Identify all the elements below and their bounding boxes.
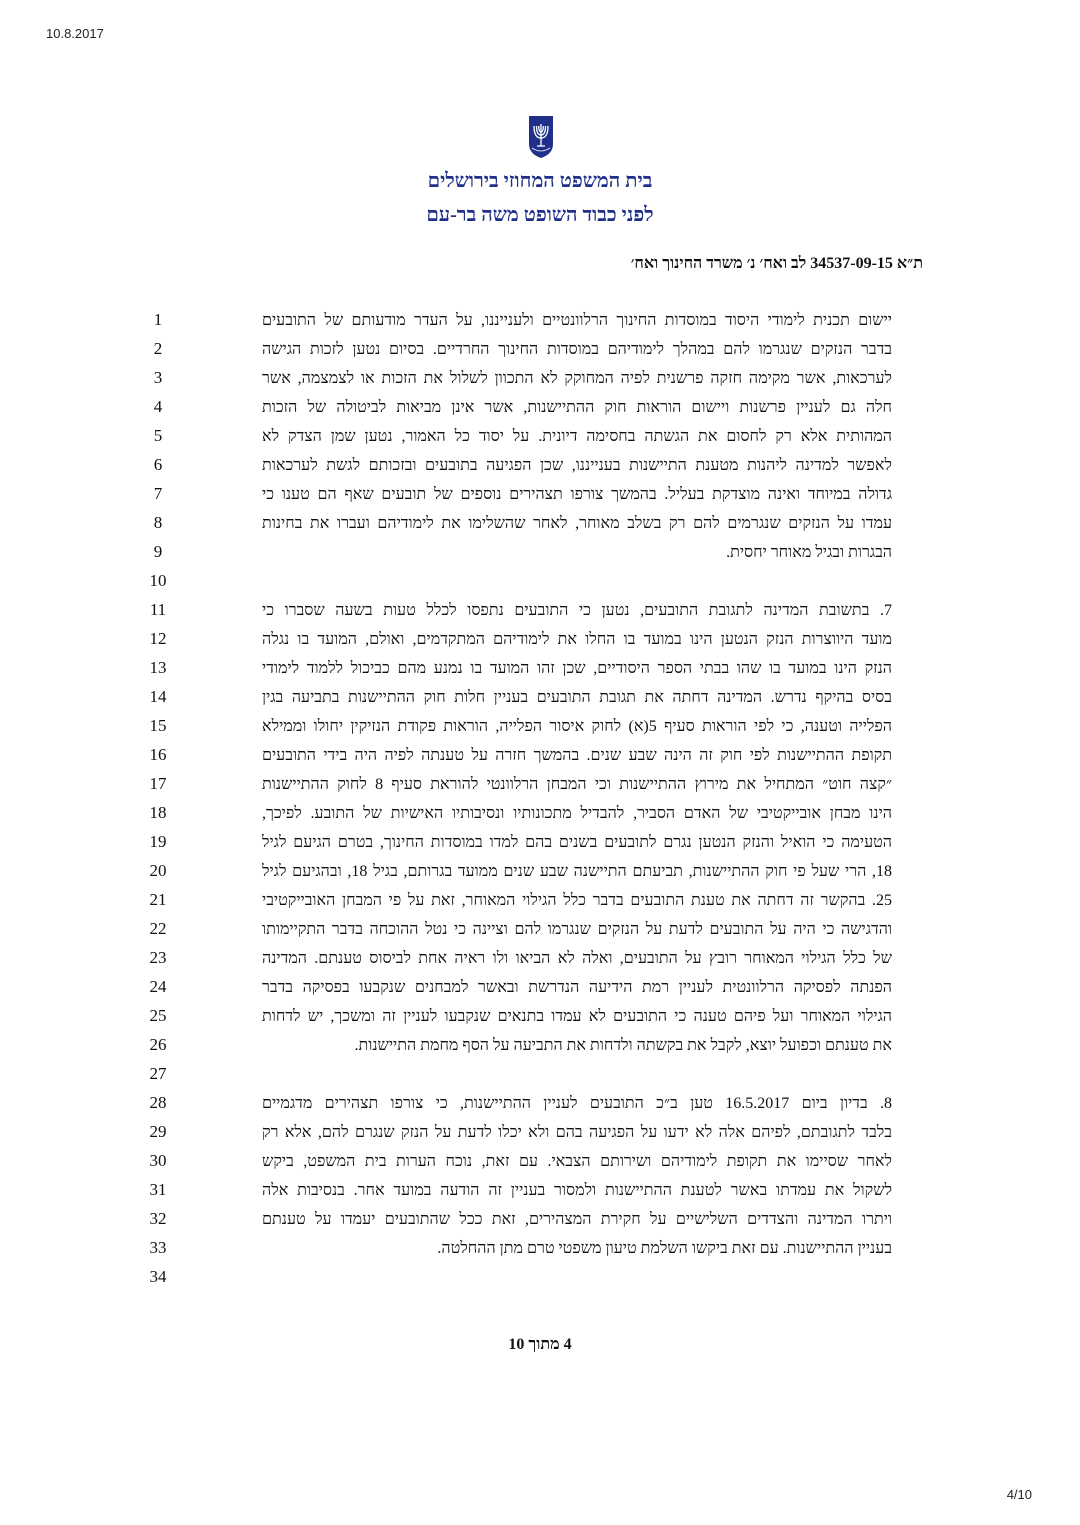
line-number: 21 [149, 890, 167, 909]
line-number: 3 [153, 368, 163, 387]
line-number: 16 [149, 745, 167, 764]
print-date: 10.8.2017 [46, 26, 104, 41]
line-number: 30 [149, 1151, 167, 1170]
text-line: הבגרות ובגיל מאוחר יחסית. [726, 544, 892, 561]
line-number: 8 [153, 513, 163, 532]
text-line: מועד היווצרות הנזק הנטען הינו במועד בו החלו את לימודיהם המתקדמים, ואולם, המועד בו נגלה [262, 631, 892, 648]
text-line: הטעימה כי הואיל והנזק הנטען נגרם לתובעים בשנים בהם למדו במוסדות החינוך, בטרם הגיעם לגיל [262, 834, 892, 851]
case-title: ת״א 34537-09-15 לב ואח׳ נ׳ משרד החינוך ואח׳ [630, 255, 923, 272]
text-line: ויתרו המדינה והצדדים השלישיים על חקירת המצהירים, זאת ככל שהתובעים יעמדו על טענתם [262, 1211, 892, 1228]
line-number: 5 [153, 426, 163, 445]
text-line: הגילוי המאוחר ועל פיהם טענה כי התובעים לא עמדו בתנאים שנקבעו לעניין זה ומשכך, יש לדחות [262, 1008, 892, 1025]
paragraph-8-start: 8. בדיון ביום 16.5.2017 טען ב״כ התובעים לעניין ההתיישנות, כי צורפו תצהירים מדגמיים [262, 1095, 892, 1112]
text-line: בדבר הנזקים שנגרמו להם במהלך לימודיהם במוסדות החינוך החרדיים. בסיום נטען לזכות הגישה [262, 341, 892, 358]
line-number: 33 [149, 1238, 167, 1257]
judge-name: לפני כבוד השופט משה בר-עם [426, 204, 654, 226]
line-number: 18 [149, 803, 167, 822]
text-line: בעניין ההתיישנות. עם זאת ביקשו השלמת טיעון משפטי טרם מתן ההחלטה. [437, 1240, 892, 1257]
text-line: יישום תכנית לימודי היסוד במוסדות החינוך הרלוונטיים ולענייננו, על העדר מודעותם של התובעים [262, 312, 892, 329]
line-number: 4 [153, 397, 163, 416]
line-number: 34 [149, 1267, 167, 1286]
text-line: והדגישה כי היה על התובעים לדעת על הנזקים שנגרמו להם וציינה כי נטל ההוכחה בדבר התקיימותו [262, 921, 892, 938]
line-number: 29 [149, 1122, 167, 1141]
line-number: 31 [149, 1180, 167, 1199]
line-number: 9 [153, 542, 163, 561]
text-line: תקופת ההתיישנות לפי חוק זה הינה שבע שנים. בהמשך חזרה על טענתה לפיה היה בידי התובעים [262, 747, 892, 764]
line-number: 11 [149, 600, 167, 619]
line-number: 12 [149, 629, 167, 648]
text-line: המהותית אלא רק לחסום את הגשתה בחסימה דיונית. על יסוד כל האמור, נטען שמן הצדק לא [262, 428, 892, 445]
text-line: חלה גם לעניין פרשנות ויישום הוראות חוק ההתיישנות, אשר אינן מביאות לביטולה של הזכות [262, 399, 892, 416]
line-number: 2 [153, 339, 163, 358]
text-line: הפלייה וטענה, כי לפי הוראות סעיף 5(א) לחוק איסור הפלייה, הוראות פקודת הנזיקין יחולו וממילא [262, 718, 892, 735]
line-number: 32 [149, 1209, 167, 1228]
line-number: 19 [149, 832, 167, 851]
line-number: 17 [149, 774, 167, 793]
text-line: לאחר שסיימו את תקופת לימודיהם ושירותם הצבאי. עם זאת, נוכח הערות בית המשפט, ביקש [262, 1153, 892, 1170]
line-number: 22 [149, 919, 167, 938]
state-emblem-icon [526, 114, 556, 160]
line-number: 7 [153, 484, 163, 503]
line-number: 6 [153, 455, 163, 474]
text-line: בלבד לתגובתם, לפיהם אלה לא ידעו על הפגיעה בהם ולא יכלו לדעת על הנזק שנגרם להם, אלא רק [262, 1124, 892, 1141]
court-name: בית המשפט המחוזי בירושלים [427, 170, 653, 192]
line-number: 26 [149, 1035, 167, 1054]
text-line: 25. בהקשר זה דחתה את טענת התובעים בדבר כלל הגילוי המאוחר, זאת על פי המבחן האובייקטיבי [262, 892, 892, 909]
line-number: 10 [149, 571, 167, 590]
line-number: 15 [149, 716, 167, 735]
line-number: 24 [149, 977, 167, 996]
text-line: ״קצה חוט״ המתחיל את מירוץ ההתיישנות וכי המבחן הרלוונטי להוראת סעיף 8 לחוק ההתיישנות [262, 776, 892, 793]
line-number: 23 [149, 948, 167, 967]
line-number: 1 [153, 310, 163, 329]
text-line: לאפשר למדינה ליהנות מטענת התיישנות בענייננו, שכן הפגיעה בתובעים ובזכותם לגשת לערכאות [262, 457, 892, 474]
text-line: את טענתם וכפועל יוצא, לקבל את בקשתה ולדחות את התביעה על הסף מחמת התיישנות. [354, 1037, 892, 1054]
text-line: גדולה במיוחד ואינה מוצדקת בעליל. בהמשך צורפו תצהירים נוספים של תובעים שאף הם טענו כי [262, 486, 892, 503]
line-number: 25 [149, 1006, 167, 1025]
line-number: 13 [149, 658, 167, 677]
text-line: עמדו על הנזקים שנגרמים להם רק בשלב מאוחר, לאחר שהשלימו את לימודיהם ועברו את בחינות [262, 515, 892, 532]
page-indicator: 4/10 [1006, 1487, 1032, 1502]
line-number: 28 [149, 1093, 167, 1112]
line-number: 14 [149, 687, 167, 706]
line-number: 27 [149, 1064, 167, 1083]
text-line: הנזק הינו במועד בו שהו בבתי הספר היסודיים, שכן זהו המועד בו נמנע מהם כביכול ללמוד לימודי [262, 660, 892, 677]
line-number: 20 [149, 861, 167, 880]
footer-page-number: 4 מתוך 10 [508, 1336, 572, 1353]
text-line: בסיס בהיקף נדרש. המדינה דחתה את תגובת התובעים בעניין חלות חוק ההתיישנות בתביעה בגין [262, 689, 892, 706]
text-line: לערכאות, אשר מקימה חזקה פרשנית לפיה המחוקק לא התכוון לשלול את הזכות או לצמצמה, אשר [262, 370, 892, 387]
text-line: לשקול את עמדתו באשר לטענת ההתיישנות ולמסור בעניין זה הודעה במועד אחר. בנסיבות אלה [262, 1182, 892, 1199]
text-line: של כלל הגילוי המאוחר רובץ על התובעים, ואלה לא הביאו ולו ראיה אחת לביסוס טענתם. המדינה [262, 950, 892, 967]
text-line: הינו מבחן אובייקטיבי של האדם הסביר, להבדיל מתכונותיו ונסיבותיו האישיות של התובע. לפיכך, [262, 805, 892, 822]
text-line: הפנתה לפסיקה הרלוונטית לעניין רמת הידיעה הנדרשת ובאשר למבחנים שנקבעו בפסיקה בדבר [262, 979, 892, 996]
paragraph-7-start: 7. בתשובת המדינה לתגובת התובעים, נטען כי התובעים נתפסו לכלל טעות בשעה שסברו כי [262, 602, 892, 619]
text-line: 18, הרי שעל פי חוק ההתיישנות, תביעתם התיישנה שבע שנים ממועד בגרותם, בגיל 18, ובהגיעם לגיל [262, 863, 892, 880]
